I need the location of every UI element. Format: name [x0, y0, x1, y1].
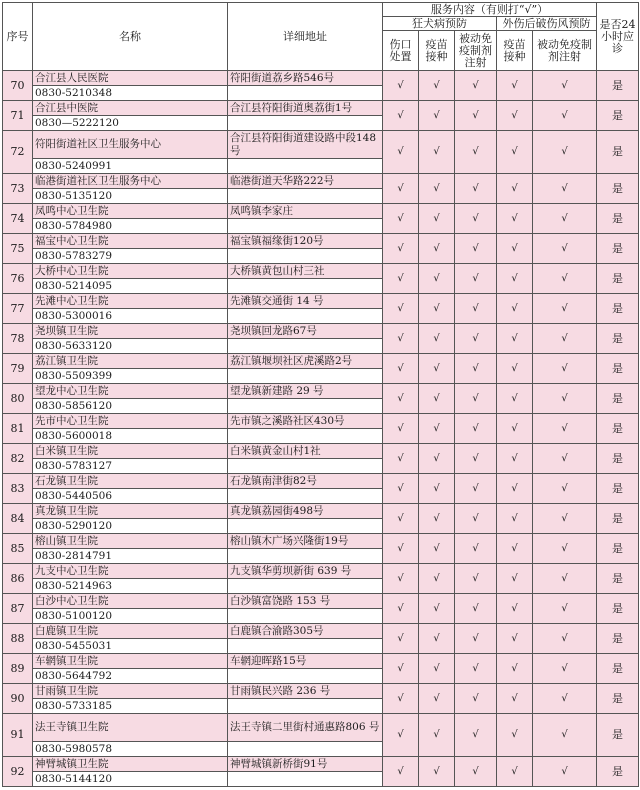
clinic-phone: 0830-5509399 — [33, 369, 228, 384]
empty-cell — [228, 189, 383, 204]
service-check: √ — [497, 71, 533, 101]
row-number: 75 — [3, 234, 33, 264]
row-number: 73 — [3, 174, 33, 204]
service-check: √ — [455, 714, 497, 757]
service-check: √ — [497, 264, 533, 294]
passive-tetanus-header: 被动免疫制剂注射 — [533, 31, 597, 71]
h24-header: 是否24小时应诊 — [597, 3, 639, 71]
service-check: √ — [455, 757, 497, 787]
row-number: 70 — [3, 71, 33, 101]
service-check: √ — [497, 234, 533, 264]
clinic-name: 神臂城镇卫生院 — [33, 757, 228, 772]
table-row — [3, 264, 639, 279]
service-check: √ — [383, 204, 419, 234]
service-check: √ — [455, 474, 497, 504]
empty-cell — [228, 489, 383, 504]
clinic-address: 九支镇华剪坝新街 639 号 — [228, 564, 383, 579]
clinic-address: 荔江镇堰坝社区虎溪路2号 — [228, 354, 383, 369]
service-check: √ — [533, 534, 597, 564]
clinic-name: 合江县中医院 — [33, 101, 228, 116]
service-check: √ — [533, 504, 597, 534]
rabies-header: 狂犬病预防 — [383, 17, 497, 31]
clinic-address: 尧坝镇回龙路67号 — [228, 324, 383, 339]
empty-cell — [228, 549, 383, 564]
service-check: √ — [455, 294, 497, 324]
row-number: 79 — [3, 354, 33, 384]
table-row — [3, 757, 639, 772]
clinic-address: 白鹿镇合渝路305号 — [228, 624, 383, 639]
row-number: 72 — [3, 131, 33, 174]
passive-rabies-header: 被动免疫制剂注射 — [455, 31, 497, 71]
h24-answer: 是 — [597, 534, 639, 564]
empty-cell — [228, 579, 383, 594]
service-check: √ — [419, 101, 455, 131]
h24-answer: 是 — [597, 504, 639, 534]
service-check: √ — [455, 204, 497, 234]
service-check: √ — [383, 444, 419, 474]
row-number: 85 — [3, 534, 33, 564]
empty-cell — [228, 742, 383, 757]
h24-answer: 是 — [597, 654, 639, 684]
h24-answer: 是 — [597, 294, 639, 324]
clinic-phone: 0830-5214963 — [33, 579, 228, 594]
service-check: √ — [497, 101, 533, 131]
clinic-phone: 0830—5222120 — [33, 116, 228, 131]
row-number: 80 — [3, 384, 33, 414]
service-check: √ — [419, 654, 455, 684]
h24-answer: 是 — [597, 414, 639, 444]
service-check: √ — [455, 131, 497, 174]
h24-answer: 是 — [597, 384, 639, 414]
service-check: √ — [497, 444, 533, 474]
h24-answer: 是 — [597, 684, 639, 714]
clinic-name: 九支中心卫生院 — [33, 564, 228, 579]
service-check: √ — [383, 504, 419, 534]
h24-answer: 是 — [597, 264, 639, 294]
service-check: √ — [383, 534, 419, 564]
h24-answer: 是 — [597, 204, 639, 234]
h24-answer: 是 — [597, 474, 639, 504]
service-check: √ — [533, 354, 597, 384]
service-check: √ — [497, 757, 533, 787]
row-number: 92 — [3, 757, 33, 787]
clinic-name: 甘雨镇卫生院 — [33, 684, 228, 699]
clinic-phone: 0830-5440506 — [33, 489, 228, 504]
h24-answer: 是 — [597, 757, 639, 787]
table-header — [3, 3, 639, 71]
service-check: √ — [497, 174, 533, 204]
clinic-name: 合江县人民医院 — [33, 71, 228, 86]
empty-cell — [228, 639, 383, 654]
clinic-address: 榕山镇木广场兴隆街19号 — [228, 534, 383, 549]
table-row — [3, 594, 639, 609]
clinic-name: 法王寺镇卫生院 — [33, 714, 228, 742]
service-check: √ — [533, 204, 597, 234]
clinic-phone: 0830-5784980 — [33, 219, 228, 234]
clinic-phone: 0830-5240991 — [33, 159, 228, 174]
service-check: √ — [497, 474, 533, 504]
service-check: √ — [455, 684, 497, 714]
clinic-address: 临港街道天华路222号 — [228, 174, 383, 189]
service-check: √ — [455, 414, 497, 444]
table-row — [3, 131, 639, 159]
empty-cell — [228, 772, 383, 787]
name-header: 名称 — [33, 3, 228, 71]
h24-answer: 是 — [597, 444, 639, 474]
service-check: √ — [419, 384, 455, 414]
service-check: √ — [455, 324, 497, 354]
service-check: √ — [455, 534, 497, 564]
empty-cell — [228, 279, 383, 294]
clinic-phone: 0830-5733185 — [33, 699, 228, 714]
service-check: √ — [497, 204, 533, 234]
service-check: √ — [419, 234, 455, 264]
service-check: √ — [383, 714, 419, 757]
service-check: √ — [497, 714, 533, 757]
service-check: √ — [419, 354, 455, 384]
row-number: 88 — [3, 624, 33, 654]
service-check: √ — [383, 294, 419, 324]
h24-answer: 是 — [597, 131, 639, 174]
service-check: √ — [533, 624, 597, 654]
empty-cell — [228, 339, 383, 354]
service-check: √ — [533, 414, 597, 444]
service-check: √ — [497, 324, 533, 354]
service-check: √ — [497, 654, 533, 684]
address-header: 详细地址 — [228, 3, 383, 71]
h24-answer: 是 — [597, 594, 639, 624]
table-row — [3, 474, 639, 489]
clinic-name: 先市中心卫生院 — [33, 414, 228, 429]
empty-cell — [228, 699, 383, 714]
clinic-name: 白米镇卫生院 — [33, 444, 228, 459]
clinic-address: 先市镇之溪路社区430号 — [228, 414, 383, 429]
table-row — [3, 444, 639, 459]
service-check: √ — [533, 757, 597, 787]
clinic-phone: 0830-5644792 — [33, 669, 228, 684]
clinic-address: 大桥镇黄包山村三社 — [228, 264, 383, 279]
clinic-phone: 0830-5600018 — [33, 429, 228, 444]
service-check: √ — [497, 594, 533, 624]
service-check: √ — [419, 474, 455, 504]
h24-answer: 是 — [597, 324, 639, 354]
service-check: √ — [497, 131, 533, 174]
row-number: 81 — [3, 414, 33, 444]
service-check: √ — [455, 101, 497, 131]
table-row — [3, 174, 639, 189]
service-check: √ — [383, 174, 419, 204]
table-row — [3, 624, 639, 639]
vaccine-header: 疫苗接种 — [419, 31, 455, 71]
clinic-phone: 0830-5980578 — [33, 742, 228, 757]
clinic-name: 白沙中心卫生院 — [33, 594, 228, 609]
empty-cell — [228, 159, 383, 174]
clinic-phone: 0830-5783279 — [33, 249, 228, 264]
service-check: √ — [419, 504, 455, 534]
clinic-phone: 0830-2814791 — [33, 549, 228, 564]
clinic-name: 先滩中心卫生院 — [33, 294, 228, 309]
service-header: 服务内容（有则打“√”） — [383, 3, 597, 17]
table-row — [3, 384, 639, 399]
service-check: √ — [383, 354, 419, 384]
service-check: √ — [383, 757, 419, 787]
service-check: √ — [533, 294, 597, 324]
table-row — [3, 714, 639, 742]
clinic-name: 白鹿镇卫生院 — [33, 624, 228, 639]
service-check: √ — [533, 101, 597, 131]
clinic-address: 符阳街道荔乡路546号 — [228, 71, 383, 86]
service-check: √ — [497, 384, 533, 414]
seq-header: 序号 — [3, 3, 33, 71]
service-check: √ — [419, 71, 455, 101]
empty-cell — [228, 669, 383, 684]
clinic-name: 石龙镇卫生院 — [33, 474, 228, 489]
tetanus-header: 外伤后破伤风预防 — [497, 17, 597, 31]
clinic-address: 白沙镇富饶路 153 号 — [228, 594, 383, 609]
empty-cell — [228, 429, 383, 444]
service-check: √ — [383, 474, 419, 504]
row-number: 76 — [3, 264, 33, 294]
service-check: √ — [419, 324, 455, 354]
row-number: 77 — [3, 294, 33, 324]
service-check: √ — [455, 444, 497, 474]
service-check: √ — [497, 684, 533, 714]
table-row — [3, 101, 639, 116]
clinic-address: 合江县符阳街道奥荔街1号 — [228, 101, 383, 116]
clinic-phone: 0830-5214095 — [33, 279, 228, 294]
empty-cell — [228, 459, 383, 474]
service-check: √ — [383, 684, 419, 714]
service-check: √ — [533, 654, 597, 684]
clinic-address: 福宝镇福缘街120号 — [228, 234, 383, 249]
clinic-phone: 0830-5300016 — [33, 309, 228, 324]
service-check: √ — [419, 294, 455, 324]
h24-answer: 是 — [597, 714, 639, 757]
table-row — [3, 684, 639, 699]
service-check: √ — [533, 684, 597, 714]
h24-answer: 是 — [597, 624, 639, 654]
service-check: √ — [455, 384, 497, 414]
service-check: √ — [419, 414, 455, 444]
h24-answer: 是 — [597, 234, 639, 264]
service-check: √ — [419, 174, 455, 204]
clinic-phone: 0830-5210348 — [33, 86, 228, 101]
service-check: √ — [455, 264, 497, 294]
service-check: √ — [383, 71, 419, 101]
service-check: √ — [497, 534, 533, 564]
service-check: √ — [383, 594, 419, 624]
table-row — [3, 294, 639, 309]
service-check: √ — [419, 444, 455, 474]
service-check: √ — [533, 264, 597, 294]
service-check: √ — [455, 564, 497, 594]
clinic-address: 石龙镇南津街82号 — [228, 474, 383, 489]
clinic-name: 凤鸣中心卫生院 — [33, 204, 228, 219]
service-check: √ — [533, 324, 597, 354]
clinic-address: 神臂城镇新桥街91号 — [228, 757, 383, 772]
service-check: √ — [383, 324, 419, 354]
service-check: √ — [419, 757, 455, 787]
service-check: √ — [383, 131, 419, 174]
service-check: √ — [533, 174, 597, 204]
empty-cell — [228, 219, 383, 234]
clinic-name: 望龙中心卫生院 — [33, 384, 228, 399]
empty-cell — [228, 369, 383, 384]
empty-cell — [228, 116, 383, 131]
service-check: √ — [533, 444, 597, 474]
clinic-phone: 0830-5856120 — [33, 399, 228, 414]
service-check: √ — [497, 624, 533, 654]
service-check: √ — [533, 131, 597, 174]
row-number: 78 — [3, 324, 33, 354]
h24-answer: 是 — [597, 354, 639, 384]
service-check: √ — [533, 71, 597, 101]
service-check: √ — [533, 564, 597, 594]
clinic-name: 大桥中心卫生院 — [33, 264, 228, 279]
service-check: √ — [455, 174, 497, 204]
clinic-address: 法王寺镇二里街村通惠路806 号 — [228, 714, 383, 742]
clinic-phone: 0830-5100120 — [33, 609, 228, 624]
clinic-phone: 0830-5144120 — [33, 772, 228, 787]
service-check: √ — [455, 504, 497, 534]
table-row — [3, 564, 639, 579]
service-check: √ — [383, 414, 419, 444]
service-check: √ — [419, 534, 455, 564]
row-number: 82 — [3, 444, 33, 474]
service-check: √ — [419, 131, 455, 174]
clinic-phone: 0830-5633120 — [33, 339, 228, 354]
service-check: √ — [455, 654, 497, 684]
service-check: √ — [419, 624, 455, 654]
empty-cell — [228, 399, 383, 414]
service-check: √ — [497, 294, 533, 324]
table-row — [3, 534, 639, 549]
service-check: √ — [497, 564, 533, 594]
service-check: √ — [383, 384, 419, 414]
service-check: √ — [419, 264, 455, 294]
service-check: √ — [455, 234, 497, 264]
clinic-address: 车辋迎晖路15号 — [228, 654, 383, 669]
service-check: √ — [455, 354, 497, 384]
service-check: √ — [455, 594, 497, 624]
clinic-address: 真龙镇荔园街498号 — [228, 504, 383, 519]
service-check: √ — [497, 414, 533, 444]
clinic-address: 合江县符阳街道建设路中段148号 — [228, 131, 383, 159]
row-number: 89 — [3, 654, 33, 684]
clinic-address: 白米镇黄金山村1社 — [228, 444, 383, 459]
table-row — [3, 324, 639, 339]
vaccine2-header: 疫苗接种 — [497, 31, 533, 71]
service-check: √ — [419, 204, 455, 234]
clinic-table — [2, 2, 639, 787]
service-check: √ — [497, 354, 533, 384]
row-number: 90 — [3, 684, 33, 714]
clinic-name: 荔江镇卫生院 — [33, 354, 228, 369]
service-check: √ — [383, 624, 419, 654]
row-number: 84 — [3, 504, 33, 534]
service-check: √ — [533, 234, 597, 264]
row-number: 87 — [3, 594, 33, 624]
table-row — [3, 504, 639, 519]
service-check: √ — [419, 564, 455, 594]
service-check: √ — [533, 714, 597, 757]
clinic-name: 真龙镇卫生院 — [33, 504, 228, 519]
table-row — [3, 354, 639, 369]
row-number: 91 — [3, 714, 33, 757]
clinic-name: 福宝中心卫生院 — [33, 234, 228, 249]
clinic-name: 榕山镇卫生院 — [33, 534, 228, 549]
wound-header: 伤口处置 — [383, 31, 419, 71]
clinic-phone: 0830-5783127 — [33, 459, 228, 474]
service-check: √ — [419, 714, 455, 757]
service-check: √ — [497, 504, 533, 534]
table-body — [3, 71, 639, 787]
clinic-phone: 0830-5290120 — [33, 519, 228, 534]
service-check: √ — [383, 234, 419, 264]
service-check: √ — [383, 264, 419, 294]
h24-answer: 是 — [597, 71, 639, 101]
empty-cell — [228, 609, 383, 624]
row-number: 83 — [3, 474, 33, 504]
table-row — [3, 234, 639, 249]
service-check: √ — [419, 594, 455, 624]
clinic-name: 临港街道社区卫生服务中心 — [33, 174, 228, 189]
service-check: √ — [533, 384, 597, 414]
clinic-address: 先滩镇交通街 14 号 — [228, 294, 383, 309]
clinic-name: 车辋镇卫生院 — [33, 654, 228, 669]
row-number: 74 — [3, 204, 33, 234]
h24-answer: 是 — [597, 174, 639, 204]
row-number: 86 — [3, 564, 33, 594]
row-number: 71 — [3, 101, 33, 131]
empty-cell — [228, 519, 383, 534]
clinic-address: 凤鸣镇李家庄 — [228, 204, 383, 219]
table-row — [3, 414, 639, 429]
clinic-phone: 0830-5455031 — [33, 639, 228, 654]
service-check: √ — [419, 684, 455, 714]
service-check: √ — [383, 101, 419, 131]
table-row — [3, 71, 639, 86]
h24-answer: 是 — [597, 564, 639, 594]
service-check: √ — [455, 624, 497, 654]
table-row — [3, 204, 639, 219]
clinic-name: 符阳街道社区卫生服务中心 — [33, 131, 228, 159]
clinic-phone: 0830-5135120 — [33, 189, 228, 204]
service-check: √ — [383, 564, 419, 594]
service-check: √ — [533, 474, 597, 504]
empty-cell — [228, 249, 383, 264]
service-check: √ — [455, 71, 497, 101]
clinic-address: 望龙镇新建路 29 号 — [228, 384, 383, 399]
service-check: √ — [533, 594, 597, 624]
clinic-address: 甘雨镇民兴路 236 号 — [228, 684, 383, 699]
empty-cell — [228, 309, 383, 324]
h24-answer: 是 — [597, 101, 639, 131]
clinic-name: 尧坝镇卫生院 — [33, 324, 228, 339]
empty-cell — [228, 86, 383, 101]
service-check: √ — [383, 654, 419, 684]
table-row — [3, 654, 639, 669]
